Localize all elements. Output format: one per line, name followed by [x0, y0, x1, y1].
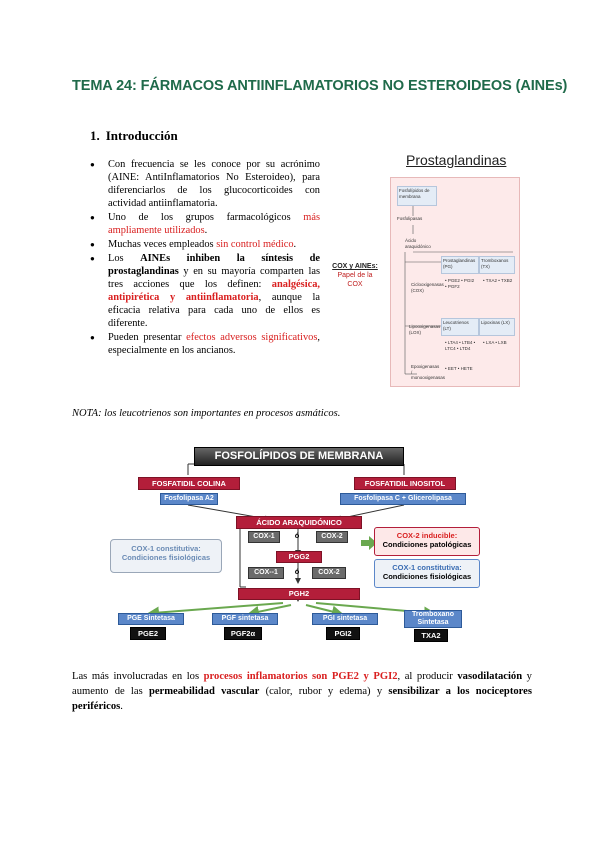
bullet-text: , especialmente en los ancianos. — [108, 332, 320, 356]
para-bold: sensibilizar a los nociceptores periféricos — [72, 686, 532, 712]
bullet-item — [90, 252, 320, 330]
bullet-item — [90, 158, 320, 210]
synthase-pgf: PGF sintetasa — [212, 613, 278, 625]
membrane-header: FOSFOLÍPIDOS DE MEMBRANA — [194, 447, 404, 466]
node-membrane-lipids: Fosfolípidos de membrana — [399, 188, 430, 199]
highlight-text: efectos adversos significativos — [186, 332, 318, 343]
node-eet-list: • EET • HETE — [445, 366, 473, 371]
cox1-note-left-title: COX-1 constitutiva: — [131, 544, 201, 553]
note-label: NOTA — [72, 408, 99, 419]
cox2-note-text: Condiciones patológicas — [382, 540, 472, 549]
node-arachidonic-acid: Ácido araquidónico — [405, 238, 431, 249]
para-bold: permeabilidad vascular — [148, 686, 260, 697]
product-pge2: PGE2 — [130, 627, 166, 640]
pgg2: PGG2 — [276, 551, 322, 563]
bullet-text: Muchas veces empleados — [108, 239, 217, 250]
node-thromboxanes: Tromboxanos (TX) — [481, 258, 509, 269]
para-text: Las más involucradas en los — [72, 671, 204, 682]
node-lx-list: • LXA • LXB — [483, 340, 507, 345]
node-prostaglandins: Prostaglandinas (PG) — [443, 258, 476, 269]
bullet-item — [90, 238, 320, 251]
phosphatidyl-choline: FOSFATIDIL COLINA — [138, 477, 240, 490]
synthase-pge: PGE Sintetasa — [118, 613, 184, 625]
page-title: TEMA 24: FÁRMACOS ANTIINFLAMATORIOS NO ESTEROIDEOS (AINEs) — [72, 78, 568, 94]
bullet-text: . — [293, 239, 297, 250]
prostaglandin-figure-title: Prostaglandinas — [406, 152, 507, 168]
node-cox: Ciclooxigenasas (COX) — [411, 282, 444, 293]
product-pgi2: PGI2 — [326, 627, 360, 640]
cox1-note-right — [374, 559, 480, 588]
bullet-text: Pueden presentar — [108, 332, 187, 343]
product-txa2: TXA2 — [414, 629, 448, 642]
node-lt-list: • LTA4 • LTB4 • LTC4 • LTD4 — [445, 340, 476, 351]
product-pgf2a: PGF2α — [224, 627, 262, 640]
node-leukotrienes: Leucotrienos (LT) — [443, 320, 469, 331]
bullet-text: Los — [108, 253, 141, 264]
bullet-item — [90, 331, 320, 357]
cox2-note-title: COX-2 inducible: — [396, 531, 458, 540]
phospholipase-a2: Fosfolipasa A2 — [160, 493, 218, 505]
arachidonic-acid: ÁCIDO ARAQUIDÓNICO — [236, 516, 362, 529]
node-epoxygenases: Epoxigenasas / monooxigenasas — [411, 364, 446, 380]
bullet-text: y en su mayoría comparten las tres acciones que los definen: — [108, 266, 320, 290]
bullet-text: . — [204, 225, 208, 236]
cox1b-label: COX--1 — [248, 567, 284, 579]
cox1-note-left — [110, 539, 222, 573]
para-highlight: procesos inflamatorios son PGE2 y PGI2 — [203, 671, 398, 682]
cox-side-label-text: Papel de la COX — [337, 272, 373, 288]
para-text: . — [120, 701, 123, 712]
para-bold: vasodilatación — [457, 671, 523, 682]
synthase-pgi: PGI sintetasa — [312, 613, 378, 625]
arachidonic-cascade-diagram — [108, 443, 494, 648]
phospholipase-c: Fosfolipasa C + Glicerolipasa — [340, 493, 466, 505]
bullet-text: , aunque la eficacia relativa para cada uno de ellos es diferente. — [108, 292, 320, 329]
cox2b-label: COX-2 — [312, 567, 346, 579]
phosphatidyl-inositol: FOSFATIDIL INOSITOL — [354, 477, 456, 490]
note — [72, 408, 340, 419]
or-label: ó — [294, 567, 300, 576]
para-text: (calor, rubor y edema) y — [259, 686, 389, 697]
para-text: y aumento de las — [72, 671, 532, 697]
node-lox: Lipooxigenasas (LOX) — [409, 324, 441, 335]
node-tx-list: • TXA2 • TXB2 — [483, 278, 513, 283]
highlight-text: más ampliamente utilizados — [108, 212, 320, 236]
cox2-label: COX-2 — [316, 531, 348, 543]
pgh2: PGH2 — [238, 588, 360, 600]
highlight-text: analgésica, antipirética y antiinflamatoria — [108, 279, 320, 303]
highlight-text: sin control médico — [216, 239, 294, 250]
bullet-text: Uno de los grupos farmacológicos — [108, 212, 304, 223]
cox2-note — [374, 527, 480, 556]
note-text: : los leucotrienos son importantes en procesos asmáticos. — [98, 408, 341, 419]
bullet-list — [90, 158, 320, 358]
section-heading — [90, 128, 178, 144]
cox1-note-right-title: COX-1 constitutiva: — [392, 563, 462, 572]
synthase-thromboxane: Tromboxano Sintetasa — [404, 610, 462, 628]
prostaglandin-figure — [390, 177, 520, 387]
or-label: ó — [294, 531, 300, 540]
cox-side-label-title: COX y AINEs: — [332, 263, 378, 270]
node-phospholipases: Fosfolipasas — [397, 216, 423, 221]
bullet-item — [90, 211, 320, 237]
node-pg-list: • PGE2 • PGI2 • PGF2 — [445, 278, 475, 289]
cox-side-label — [330, 262, 380, 289]
cox1-label: COX-1 — [248, 531, 280, 543]
bold-text: AINEs inhiben la síntesis de prostaglandinas — [108, 253, 320, 277]
section-number: 1. — [90, 128, 100, 143]
cox1-note-left-text: Condiciones fisiológicas — [121, 553, 211, 562]
node-lipoxins: Lipoxinas (LX) — [481, 320, 510, 325]
para-text: , al producir — [397, 671, 458, 682]
summary-paragraph — [72, 669, 532, 714]
bullet-text: Con frecuencia se les conoce por su acrónimo (AINE: AntiInflamatorios No Esteroideo), para diferenciarlos de los glucocorticoides con actividad antiinflamatoria. — [108, 159, 320, 209]
section-label: Introducción — [105, 128, 178, 143]
cox1-note-right-text: Condiciones fisiológicas — [382, 572, 472, 581]
